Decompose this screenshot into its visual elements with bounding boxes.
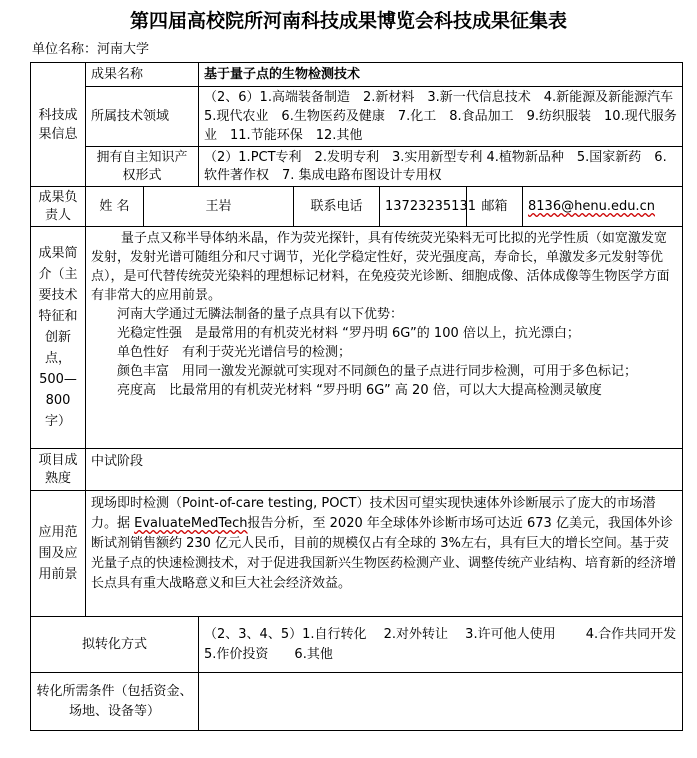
- page-title: 第四届高校院所河南科技成果博览会科技成果征集表: [129, 10, 567, 32]
- person-name-label: 姓 名: [86, 187, 144, 227]
- conditions-label: 转化所需条件（包括资金、场地、设备等）: [31, 673, 199, 731]
- achievement-name-value: 基于量子点的生物检测技术: [199, 63, 683, 87]
- intro-paragraph: 量子点又称半导体纳米晶，作为荧光探针，具有传统荧光染料无可比拟的光学性质（如宽激发宽发射，发射光谱可随组分和尺寸调节，光化学稳定性好，荧光强度高，寿命长，单激发多元发射等优点），是可代替传统荧光染料的理想标记材料，在免疫荧光诊断、细胞成像、活体成像等生物医学方面有非常大的应用前景。: [91, 231, 670, 303]
- form-table: [30, 62, 687, 731]
- intro-paragraph: 光稳定性强 是最常用的有机荧光材料 “罗丹明 6G”的 100 倍以上，抗光漂白；: [117, 326, 580, 341]
- intro-paragraph: 颜色丰富 用同一激发光源就可实现对不同颜色的量子点进行同步检测，可用于多色标记；: [117, 364, 638, 379]
- tech-field-value: （2、6）1.高端装备制造 2.新材料 3.新一代信息技术 4.新能源及新能源汽车 5.现代农业 6.生物医药及健康 7.化工 8.食品加工 9.纺织服装 10.现代服务业 11.节能环保 12.其他: [199, 87, 683, 147]
- conditions-value: [199, 673, 683, 731]
- info-section-label: 科技成果信息: [31, 63, 86, 187]
- unit-label: 单位名称：: [32, 42, 98, 57]
- ip-form-value: （2）1.PCT专利 2.发明专利 3.实用新型专利 4.植物新品种 5.国家新药 6.软件著作权 7. 集成电路布图设计专用权: [199, 147, 683, 187]
- prospect-section-label: 应用范围及应用前景: [31, 491, 86, 617]
- email-label: 邮箱: [467, 187, 523, 227]
- intro-paragraph: 河南大学通过无膦法制备的量子点具有以下优势：: [117, 307, 404, 322]
- transfer-value: （2、3、4、5）1.自行转化 2.对外转让 3.许可他人使用 4.合作共同开发 5.作价投资 6.其他: [199, 617, 683, 673]
- intro-paragraph: 亮度高 比最常用的有机荧光材料 “罗丹明 6G” 高 20 倍，可以大大提高检测灵敏度: [117, 383, 602, 398]
- transfer-label: 拟转化方式: [31, 617, 199, 673]
- maturity-section-label: 项目成熟度: [31, 449, 86, 491]
- prospect-text: 现场即时检测（Point-of-care testing, POCT）技术因可望实现快速体外诊断展示了庞大的市场潜力。据: [91, 496, 656, 531]
- intro-paragraph: 单色性好 有利于荧光光谱信号的检测；: [117, 345, 352, 360]
- email-value: [523, 187, 683, 227]
- achievement-name-label: 成果名称: [86, 63, 199, 87]
- prospect-content: [86, 491, 683, 617]
- intro-content: [86, 227, 683, 449]
- email-text: 8136@henu.edu.cn: [528, 199, 655, 214]
- ip-form-label: 拥有自主知识产权形式: [86, 147, 199, 187]
- phone-label: 联系电话: [294, 187, 380, 227]
- maturity-value: 中试阶段: [86, 449, 683, 491]
- prospect-source: EvaluateMedTech: [134, 516, 248, 531]
- unit-value: 河南大学: [97, 42, 150, 57]
- contact-section-label: 成果负责人: [31, 187, 86, 227]
- intro-section-label: 成果简介（主要技术特征和创新点，500—800字）: [31, 227, 86, 449]
- person-name-value: 王岩: [144, 187, 294, 227]
- tech-field-label: 所属技术领域: [86, 87, 199, 147]
- prospect-text: 报告分析，至 2020 年全球体外诊断市场可达近 673 亿美元，我国体外诊断试剂销售额约 230 亿元人民币，目前的规模仅占有全球的 3%左右，具有巨大的增长空间。基于荧光量子点的快速检测技术，对于促进我国新兴生物医药检测产业、调整传统产业结构、培育新的经济增长点具有重大战略意义和巨大社会经济效益。: [91, 516, 677, 591]
- unit-name: [32, 38, 149, 57]
- phone-value: 13723235131: [380, 187, 467, 227]
